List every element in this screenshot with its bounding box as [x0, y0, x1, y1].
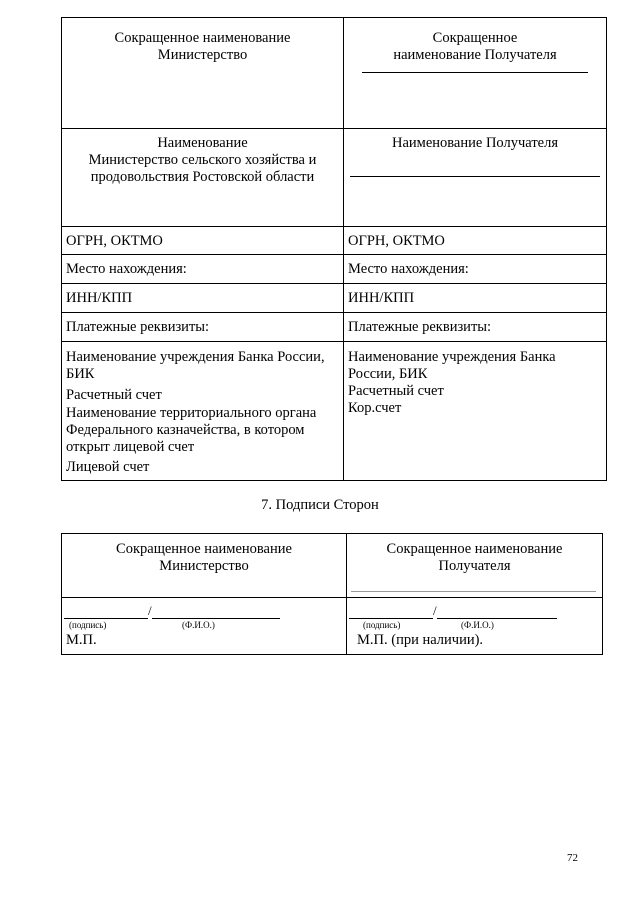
ministry-short-name-label: Сокращенное наименование Министерство — [114, 30, 291, 63]
recipient-fio-caption: (Ф.И.О.) — [461, 620, 494, 630]
party-details-table — [61, 17, 607, 481]
page-number: 72 — [567, 852, 578, 864]
recipient-short-name-label: Сокращенное наименование Получателя — [393, 30, 557, 63]
signature-ministry-short-name-label: Сокращенное наименование Министерство — [116, 541, 292, 574]
signature-recipient-header-cell — [347, 534, 603, 598]
ministry-payment-details: Платежные реквизиты: — [62, 313, 344, 342]
ministry-treasury-body: Наименование территориального органа Федерального казначейства, в котором открыт лицевой счет — [66, 405, 317, 455]
ministry-signature-caption: (подпись) — [69, 620, 107, 630]
ministry-signature-slash: / — [148, 603, 152, 618]
ministry-name-cell — [62, 129, 344, 227]
recipient-correspondent-account: Кор.счет — [348, 400, 402, 416]
recipient-bank-name-bik: Наименование учреждения Банка России, БИК — [348, 349, 556, 382]
ministry-name-label: Наименование — [157, 135, 248, 151]
ministry-fio-caption: (Ф.И.О.) — [182, 620, 215, 630]
signatures-table — [61, 533, 603, 655]
ministry-settlement-account: Расчетный счет — [66, 387, 162, 403]
recipient-stamp-label: М.П. (при наличии). — [357, 632, 484, 648]
recipient-signature-line — [349, 604, 433, 619]
ministry-stamp-label: М.П. — [66, 632, 97, 648]
recipient-short-name-blank-line — [362, 72, 588, 73]
section-title: 7. Подписи Сторон — [261, 497, 379, 513]
recipient-name-cell — [344, 129, 607, 227]
recipient-inn-kpp: ИНН/КПП — [344, 284, 607, 313]
ministry-bank-name-bik: Наименование учреждения Банка России, БИК — [66, 349, 325, 382]
ministry-name-value: Министерство сельского хозяйства и продовольствия Ростовской области — [88, 152, 317, 185]
recipient-location: Место нахождения: — [344, 255, 607, 284]
signature-ministry-header-cell — [62, 534, 347, 598]
recipient-fio-line — [437, 604, 557, 619]
recipient-short-name-cell — [344, 18, 607, 129]
recipient-signature-slash: / — [433, 603, 437, 618]
recipient-name-blank-line — [351, 591, 596, 592]
ministry-signature-cell — [62, 598, 347, 655]
ministry-bank-details-cell — [62, 342, 344, 481]
ministry-short-name-cell — [62, 18, 344, 129]
recipient-ogrn-oktmo: ОГРН, ОКТМО — [344, 227, 607, 255]
ministry-fio-line — [152, 604, 280, 619]
recipient-signature-cell — [347, 598, 603, 655]
recipient-signature-caption: (подпись) — [363, 620, 401, 630]
recipient-name-label: Наименование Получателя — [391, 135, 558, 151]
ministry-personal-account: Лицевой счет — [66, 459, 150, 475]
recipient-payment-details: Платежные реквизиты: — [344, 313, 607, 342]
ministry-location: Место нахождения: — [62, 255, 344, 284]
recipient-settlement-account: Расчетный счет — [348, 383, 444, 399]
recipient-bank-details-cell — [344, 342, 607, 481]
recipient-name-blank-line — [350, 176, 600, 177]
signature-recipient-short-name-label: Сокращенное наименование Получателя — [386, 541, 563, 574]
ministry-inn-kpp: ИНН/КПП — [62, 284, 344, 313]
ministry-ogrn-oktmo: ОГРН, ОКТМО — [62, 227, 344, 255]
ministry-signature-line — [64, 604, 148, 619]
